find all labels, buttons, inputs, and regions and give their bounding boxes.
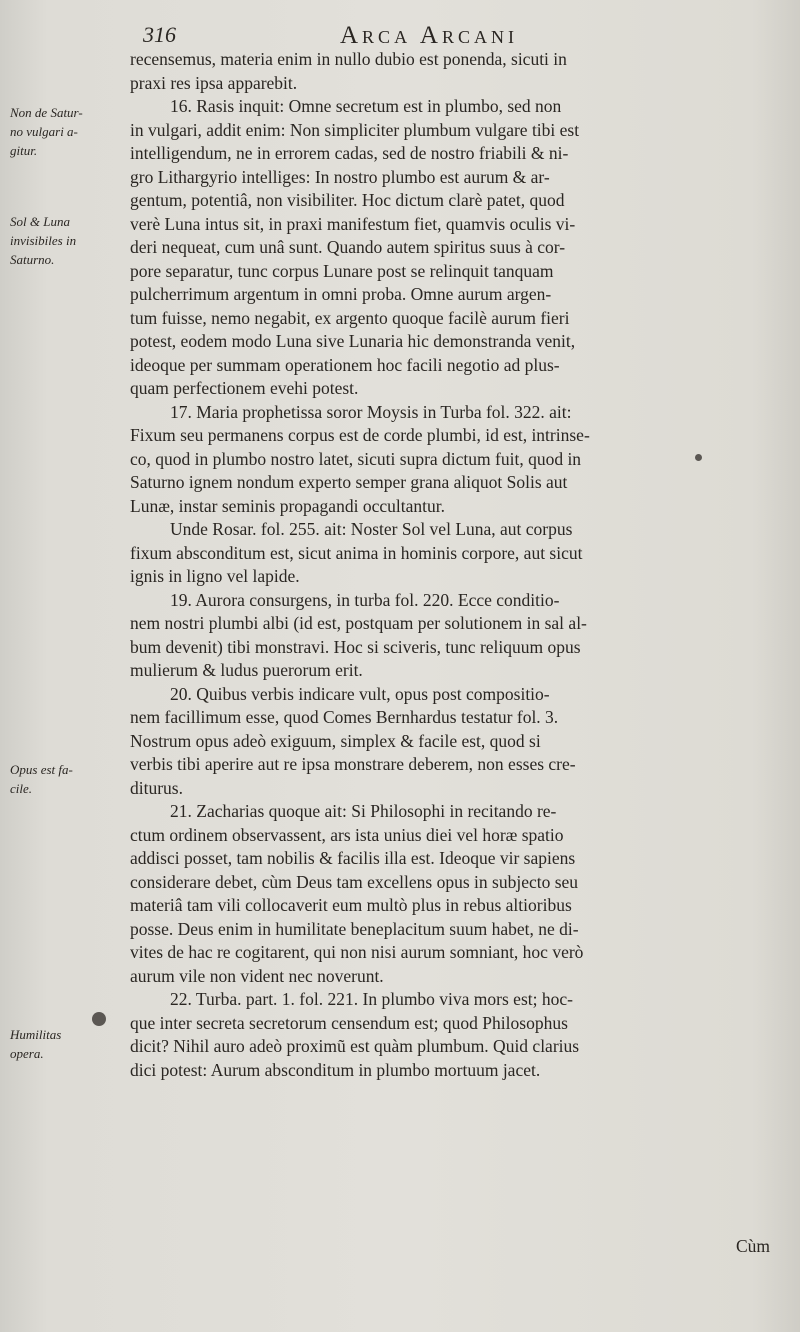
text-line: potest, eodem modo Luna sive Lunaria hic demonstranda venit,	[130, 331, 576, 351]
ink-stain	[695, 454, 702, 461]
text-line: fixum absconditum est, sicut anima in hominis corpore, aut sicut	[130, 542, 583, 563]
text-line: recensemus, materia enim in nullo dubio est ponenda, sicuti in	[130, 49, 567, 69]
marginal-notes	[0, 0, 125, 1332]
page-number: 316	[143, 22, 176, 47]
text-line: addisci posset, tam nobilis & facilis illa est. Ideoque vir sapiens	[130, 848, 576, 868]
text-line: deri nequeat, cum unâ sunt. Quando autem spiritus suus à cor-	[130, 237, 566, 257]
text-line: mulierum & ludus puerorum erit.	[130, 660, 363, 680]
running-title: Arca Arcani	[340, 22, 518, 49]
text-line: nem nostri plumbi albi (id est, postquam per solutionem in sal al-	[130, 613, 587, 633]
text-line: bum devenit) tibi monstravi. Hoc si sciveris, tunc reliquum opus	[130, 636, 581, 657]
text-line: 17. Maria prophetissa soror Moysis in Turba fol. 322. ait:	[170, 401, 572, 422]
text-line: Unde Rosar. fol. 255. ait: Noster Sol vel Luna, aut corpus	[170, 519, 573, 539]
text-line: 16. Rasis inquit: Omne secretum est in plumbo, sed non	[170, 96, 562, 116]
text-line: 21. Zacharias quoque ait: Si Philosophi in recitando re-	[170, 801, 557, 821]
text-line: in vulgari, addit enim: Non simpliciter plumbum vulgare tibi est	[130, 119, 580, 140]
text-line: considerare debet, cùm Deus tam excellens opus in subjecto seu	[130, 871, 579, 892]
text-line: aurum vile non vident nec noverunt.	[130, 965, 384, 986]
marginal-note: Sol & Luna invisibiles in Saturno.	[10, 214, 77, 267]
text-line: co, quod in plumbo nostro latet, sicuti supra dictum fuit, quod in	[130, 448, 582, 469]
marginal-note: Opus est fa- cile.	[10, 762, 73, 796]
body-text	[130, 48, 770, 1082]
text-line: dicit? Nihil auro adeò proximũ est quàm plumbum. Quid clarius	[130, 1036, 580, 1056]
text-line: 19. Aurora consurgens, in turba fol. 220. Ecce conditio-	[170, 589, 560, 610]
text-line: gentum, potentiâ, non visibiliter. Hoc dictum clarè patet, quod	[130, 190, 565, 210]
text-line: 22. Turba. part. 1. fol. 221. In plumbo viva mors est; hoc-	[170, 989, 573, 1009]
text-line: intelligendum, ne in errorem cadas, sed de nostro friabili & ni-	[130, 143, 569, 163]
text-line: verè Luna intus sit, in praxi manifestum fiet, quamvis oculis vi-	[130, 213, 576, 234]
text-line: ignis in ligno vel lapide.	[130, 566, 300, 586]
text-line: Lunæ, instar seminis propagandi occultantur.	[130, 495, 445, 516]
text-line: posse. Deus enim in humilitate beneplacitum suum habet, ne di-	[130, 918, 579, 939]
ink-stain	[92, 1012, 106, 1026]
text-line: Saturno ignem nondum experto semper grana aliquot Solis aut	[130, 472, 568, 492]
text-line: quam perfectionem evehi potest.	[130, 378, 359, 398]
text-line: pore separatur, tunc corpus Lunare post se relinquit tanquam	[130, 260, 554, 281]
text-line: vites de hac re cogitarent, qui non nisi aurum somniant, hoc verò	[130, 942, 584, 962]
text-line: gro Lithargyrio intelliges: In nostro plumbo est aurum & ar-	[130, 166, 550, 187]
text-line: tum fuisse, nemo negabit, ex argento quoque facilè aurum fieri	[130, 307, 570, 328]
marginal-note: Non de Satur- no vulgari a- gitur.	[10, 105, 83, 158]
text-line: que inter secreta secretorum censendum est; quod Philosophus	[130, 1012, 568, 1033]
text-line: 20. Quibus verbis indicare vult, opus post compositio-	[170, 683, 550, 704]
text-line: pulcherrimum argentum in omni proba. Omne aurum argen-	[130, 284, 552, 304]
text-line: Nostrum opus adeò exiguum, simplex & facile est, quod si	[130, 730, 541, 751]
text-line: verbis tibi aperire aut re ipsa monstrare deberem, non esses cre-	[130, 754, 576, 774]
text-line: materiâ tam vili collocaverit eum multò plus in rebus altioribus	[130, 895, 572, 915]
catchword: Cùm	[735, 1236, 770, 1256]
text-line: ctum ordinem observassent, ars ista unius diei vel horæ spatio	[130, 824, 564, 845]
text-line: ideoque per summam operationem hoc facili negotio ad plus-	[130, 354, 560, 375]
text-line: dici potest: Aurum absconditum in plumbo mortuum jacet.	[130, 1059, 541, 1080]
text-line: nem facillimum esse, quod Comes Bernhardus testatur fol. 3.	[130, 707, 559, 727]
text-line: Fixum seu permanens corpus est de corde plumbi, id est, intrinse-	[130, 425, 590, 445]
text-line: diturus.	[130, 777, 183, 798]
text-line: praxi res ipsa apparebit.	[130, 72, 298, 93]
marginal-note: Humilitas opera.	[10, 1027, 62, 1061]
